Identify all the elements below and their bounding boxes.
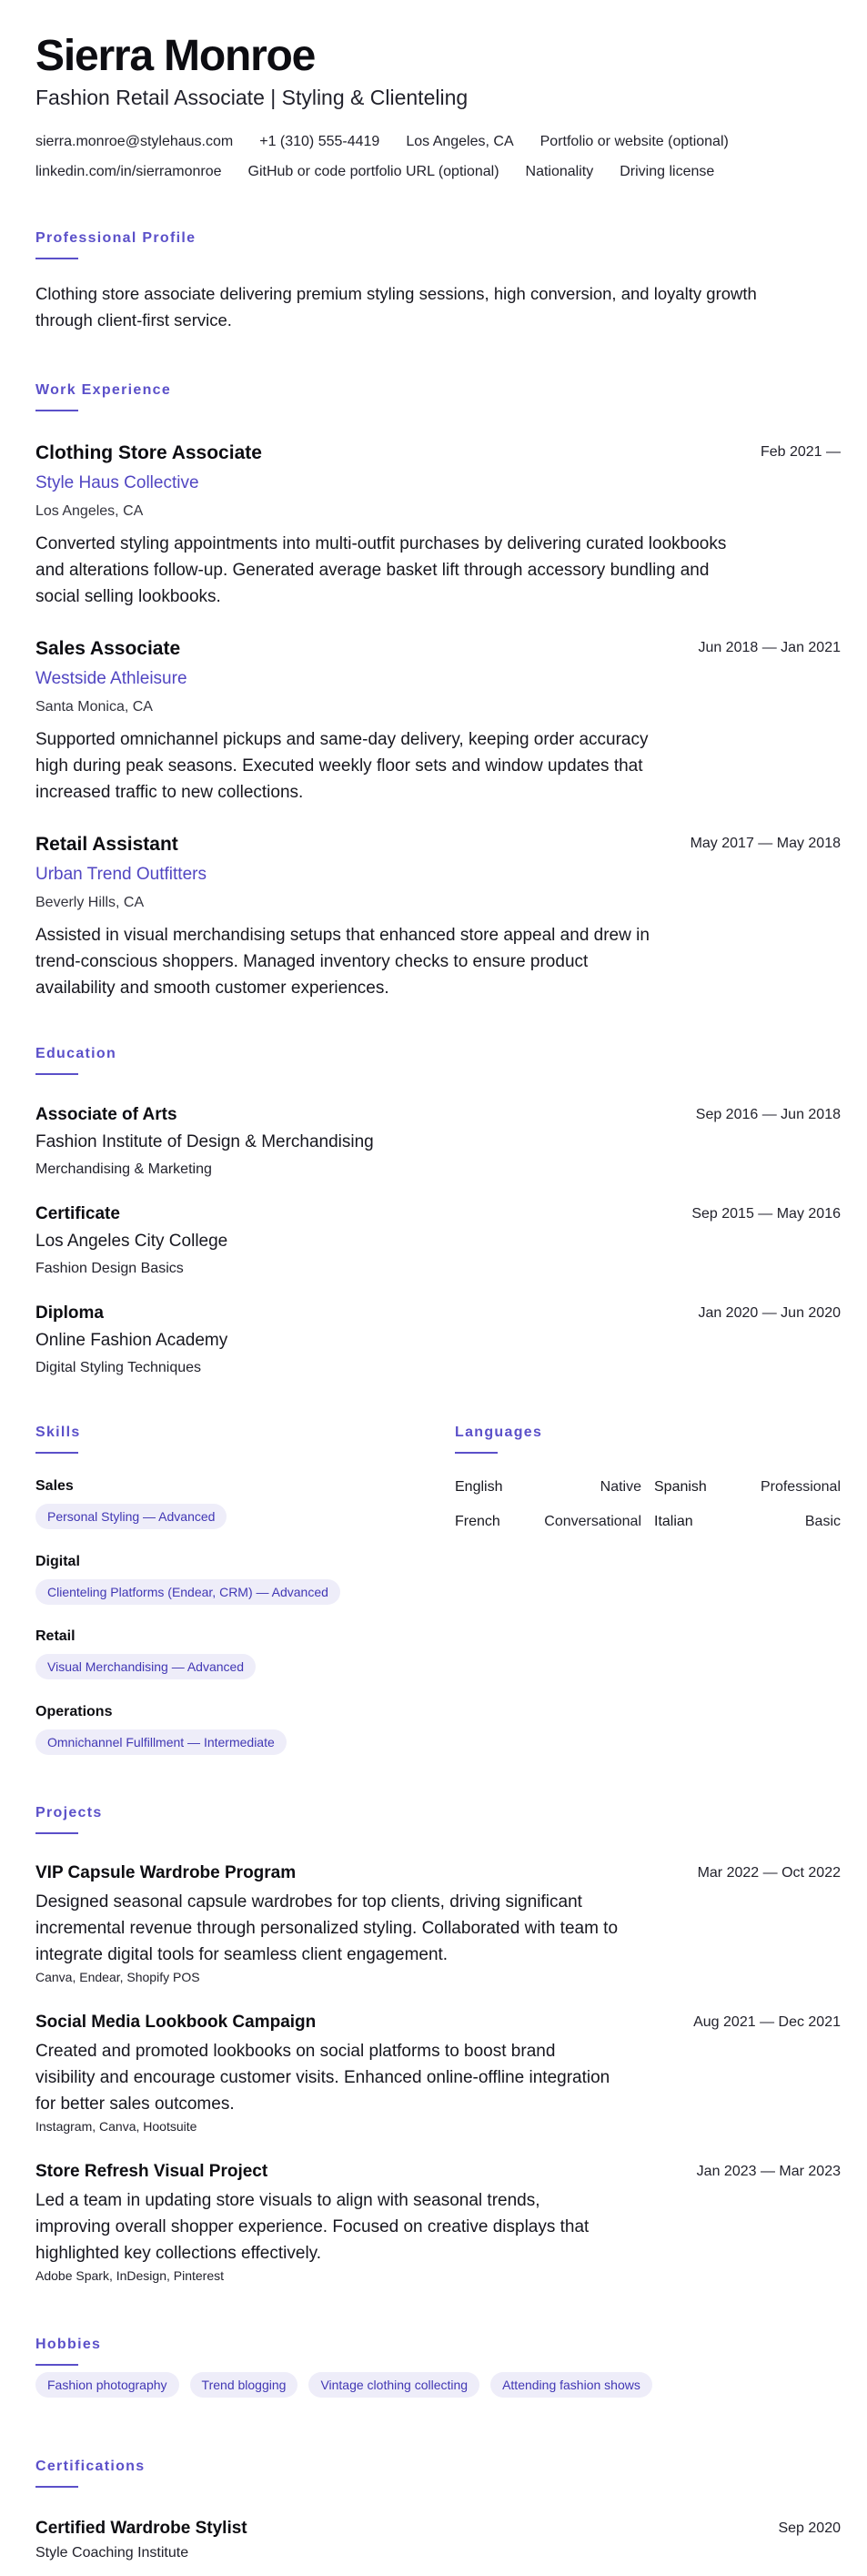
skill-chip: Personal Styling — Advanced — [35, 1504, 227, 1529]
job-location: Los Angeles, CA — [35, 503, 144, 519]
job-dates: Jun 2018 — Jan 2021 — [698, 640, 841, 655]
language-name: French — [455, 1514, 500, 1529]
skill-chip: Clienteling Platforms (Endear, CRM) — Advanced — [35, 1579, 340, 1605]
project-dates: Aug 2021 — Dec 2021 — [693, 2014, 841, 2030]
section-title-profile: Professional Profile — [35, 230, 197, 246]
section-rule-certifications — [35, 2486, 78, 2488]
contact-github[interactable]: GitHub or code portfolio URL (optional) — [247, 164, 499, 179]
section-title-experience: Work Experience — [35, 382, 172, 398]
certification-name: Certified Wardrobe Stylist — [35, 2519, 247, 2538]
skill-chip: Omnichannel Fulfillment — Intermediate — [35, 1729, 287, 1755]
job-description: Supported omnichannel pickups and same-day delivery, keeping order accuracy high during peak seasons. Executed weekly floor sets and window updates that increased traffic to new collections. — [35, 730, 649, 802]
section-title-certifications: Certifications — [35, 2459, 146, 2474]
project-tools: Adobe Spark, InDesign, Pinterest — [35, 2268, 225, 2283]
contact-driving-license: Driving license — [620, 164, 715, 179]
job-title: Retail Assistant — [35, 834, 178, 855]
section-title-education: Education — [35, 1046, 117, 1061]
language-level: Basic — [804, 1514, 841, 1529]
language-name: English — [455, 1479, 503, 1495]
profile-summary: Clothing store associate delivering premium styling sessions, high conversion, and loyalty growth through client-first service. — [35, 284, 757, 330]
section-rule-education — [35, 1073, 78, 1075]
contact-phone[interactable]: +1 (310) 555-4419 — [259, 134, 380, 149]
section-rule-profile — [35, 258, 78, 259]
education-dates: Jan 2020 — Jun 2020 — [698, 1305, 841, 1321]
project-tools: Canva, Endear, Shopify POS — [35, 1970, 200, 1984]
project-description: Created and promoted lookbooks on social platforms to boost brand visibility and encourage customer visits. Enhanced online-offline integration for better sales outcomes. — [35, 2042, 610, 2114]
language-name: Spanish — [654, 1479, 707, 1495]
project-description: Designed seasonal capsule wardrobes for top clients, driving significant incremental revenue through personalized styling. Collaborated with team to integrate digital tools for seamless client engagement. — [35, 1892, 619, 1964]
job-dates: Feb 2021 — — [760, 444, 841, 460]
hobby-chip: Attending fashion shows — [490, 2372, 652, 2398]
language-level: Conversational — [544, 1514, 641, 1529]
skill-category: Digital — [35, 1554, 80, 1569]
job-description: Converted styling appointments into multi-outfit purchases by delivering curated lookbooks and alterations follow-up. Generated average basket lift through accessory bundling and social selling lookbooks. — [35, 534, 727, 606]
section-title-projects: Projects — [35, 1805, 103, 1820]
hobby-chip: Fashion photography — [35, 2372, 179, 2398]
project-tools: Instagram, Canva, Hootsuite — [35, 2119, 197, 2134]
certification-date: Sep 2020 — [778, 2520, 841, 2536]
education-dates: Sep 2016 — Jun 2018 — [695, 1107, 841, 1122]
section-rule-projects — [35, 1832, 78, 1834]
school-name: Los Angeles City College — [35, 1232, 228, 1251]
contact-linkedin[interactable]: linkedin.com/in/sierramonroe — [35, 164, 222, 179]
hobby-list — [35, 2372, 663, 2398]
certification-issuer: Style Coaching Institute — [35, 2545, 189, 2561]
candidate-headline: Fashion Retail Associate | Styling & Clienteling — [35, 86, 469, 109]
language-level: Native — [600, 1479, 641, 1495]
section-title-languages: Languages — [455, 1425, 543, 1440]
job-title: Clothing Store Associate — [35, 442, 262, 463]
job-location: Beverly Hills, CA — [35, 895, 145, 910]
contact-nationality: Nationality — [525, 164, 594, 179]
project-name: Store Refresh Visual Project — [35, 2162, 268, 2181]
section-title-hobbies: Hobbies — [35, 2337, 102, 2352]
project-description: Led a team in updating store visuals to align with seasonal trends, improving overall shopper experience. Focused on creative displays that highlighted key collections effectively. — [35, 2191, 590, 2263]
degree-title: Diploma — [35, 1303, 104, 1323]
job-location: Santa Monica, CA — [35, 699, 153, 715]
contact-email[interactable]: sierra.monroe@stylehaus.com — [35, 134, 234, 149]
section-title-skills: Skills — [35, 1425, 81, 1440]
language-level: Professional — [760, 1479, 841, 1495]
section-rule-languages — [455, 1452, 498, 1454]
candidate-name: Sierra Monroe — [35, 32, 316, 80]
language-name: Italian — [654, 1514, 693, 1529]
degree-title: Certificate — [35, 1204, 120, 1223]
hobby-chip: Vintage clothing collecting — [308, 2372, 479, 2398]
contact-row-secondary — [35, 164, 741, 180]
field-of-study: Merchandising & Marketing — [35, 1161, 212, 1177]
section-rule-experience — [35, 410, 78, 411]
skill-chip: Visual Merchandising — Advanced — [35, 1654, 256, 1679]
hobby-chip: Trend blogging — [190, 2372, 298, 2398]
school-name: Online Fashion Academy — [35, 1331, 228, 1350]
project-dates: Mar 2022 — Oct 2022 — [697, 1865, 841, 1881]
field-of-study: Fashion Design Basics — [35, 1261, 184, 1276]
section-rule-skills — [35, 1452, 78, 1454]
field-of-study: Digital Styling Techniques — [35, 1360, 202, 1375]
section-rule-hobbies — [35, 2364, 78, 2366]
skill-category: Sales — [35, 1478, 74, 1494]
job-company: Style Haus Collective — [35, 473, 199, 492]
skill-category: Retail — [35, 1628, 76, 1644]
project-dates: Jan 2023 — Mar 2023 — [696, 2164, 841, 2179]
job-description: Assisted in visual merchandising setups that enhanced store appeal and drew in trend-conscious shoppers. Managed inventory checks to ensure product availability and smooth customer experiences. — [35, 926, 650, 998]
contact-portfolio[interactable]: Portfolio or website (optional) — [539, 134, 729, 149]
skill-category: Operations — [35, 1704, 113, 1719]
education-dates: Sep 2015 — May 2016 — [691, 1206, 841, 1222]
project-name: Social Media Lookbook Campaign — [35, 2013, 317, 2032]
job-dates: May 2017 — May 2018 — [690, 836, 841, 851]
degree-title: Associate of Arts — [35, 1105, 177, 1124]
contact-location: Los Angeles, CA — [406, 134, 514, 149]
project-name: VIP Capsule Wardrobe Program — [35, 1863, 297, 1882]
school-name: Fashion Institute of Design & Merchandising — [35, 1132, 374, 1151]
contact-row-primary — [35, 134, 755, 150]
job-company: Urban Trend Outfitters — [35, 865, 207, 884]
job-title: Sales Associate — [35, 638, 181, 659]
job-company: Westside Athleisure — [35, 669, 187, 688]
